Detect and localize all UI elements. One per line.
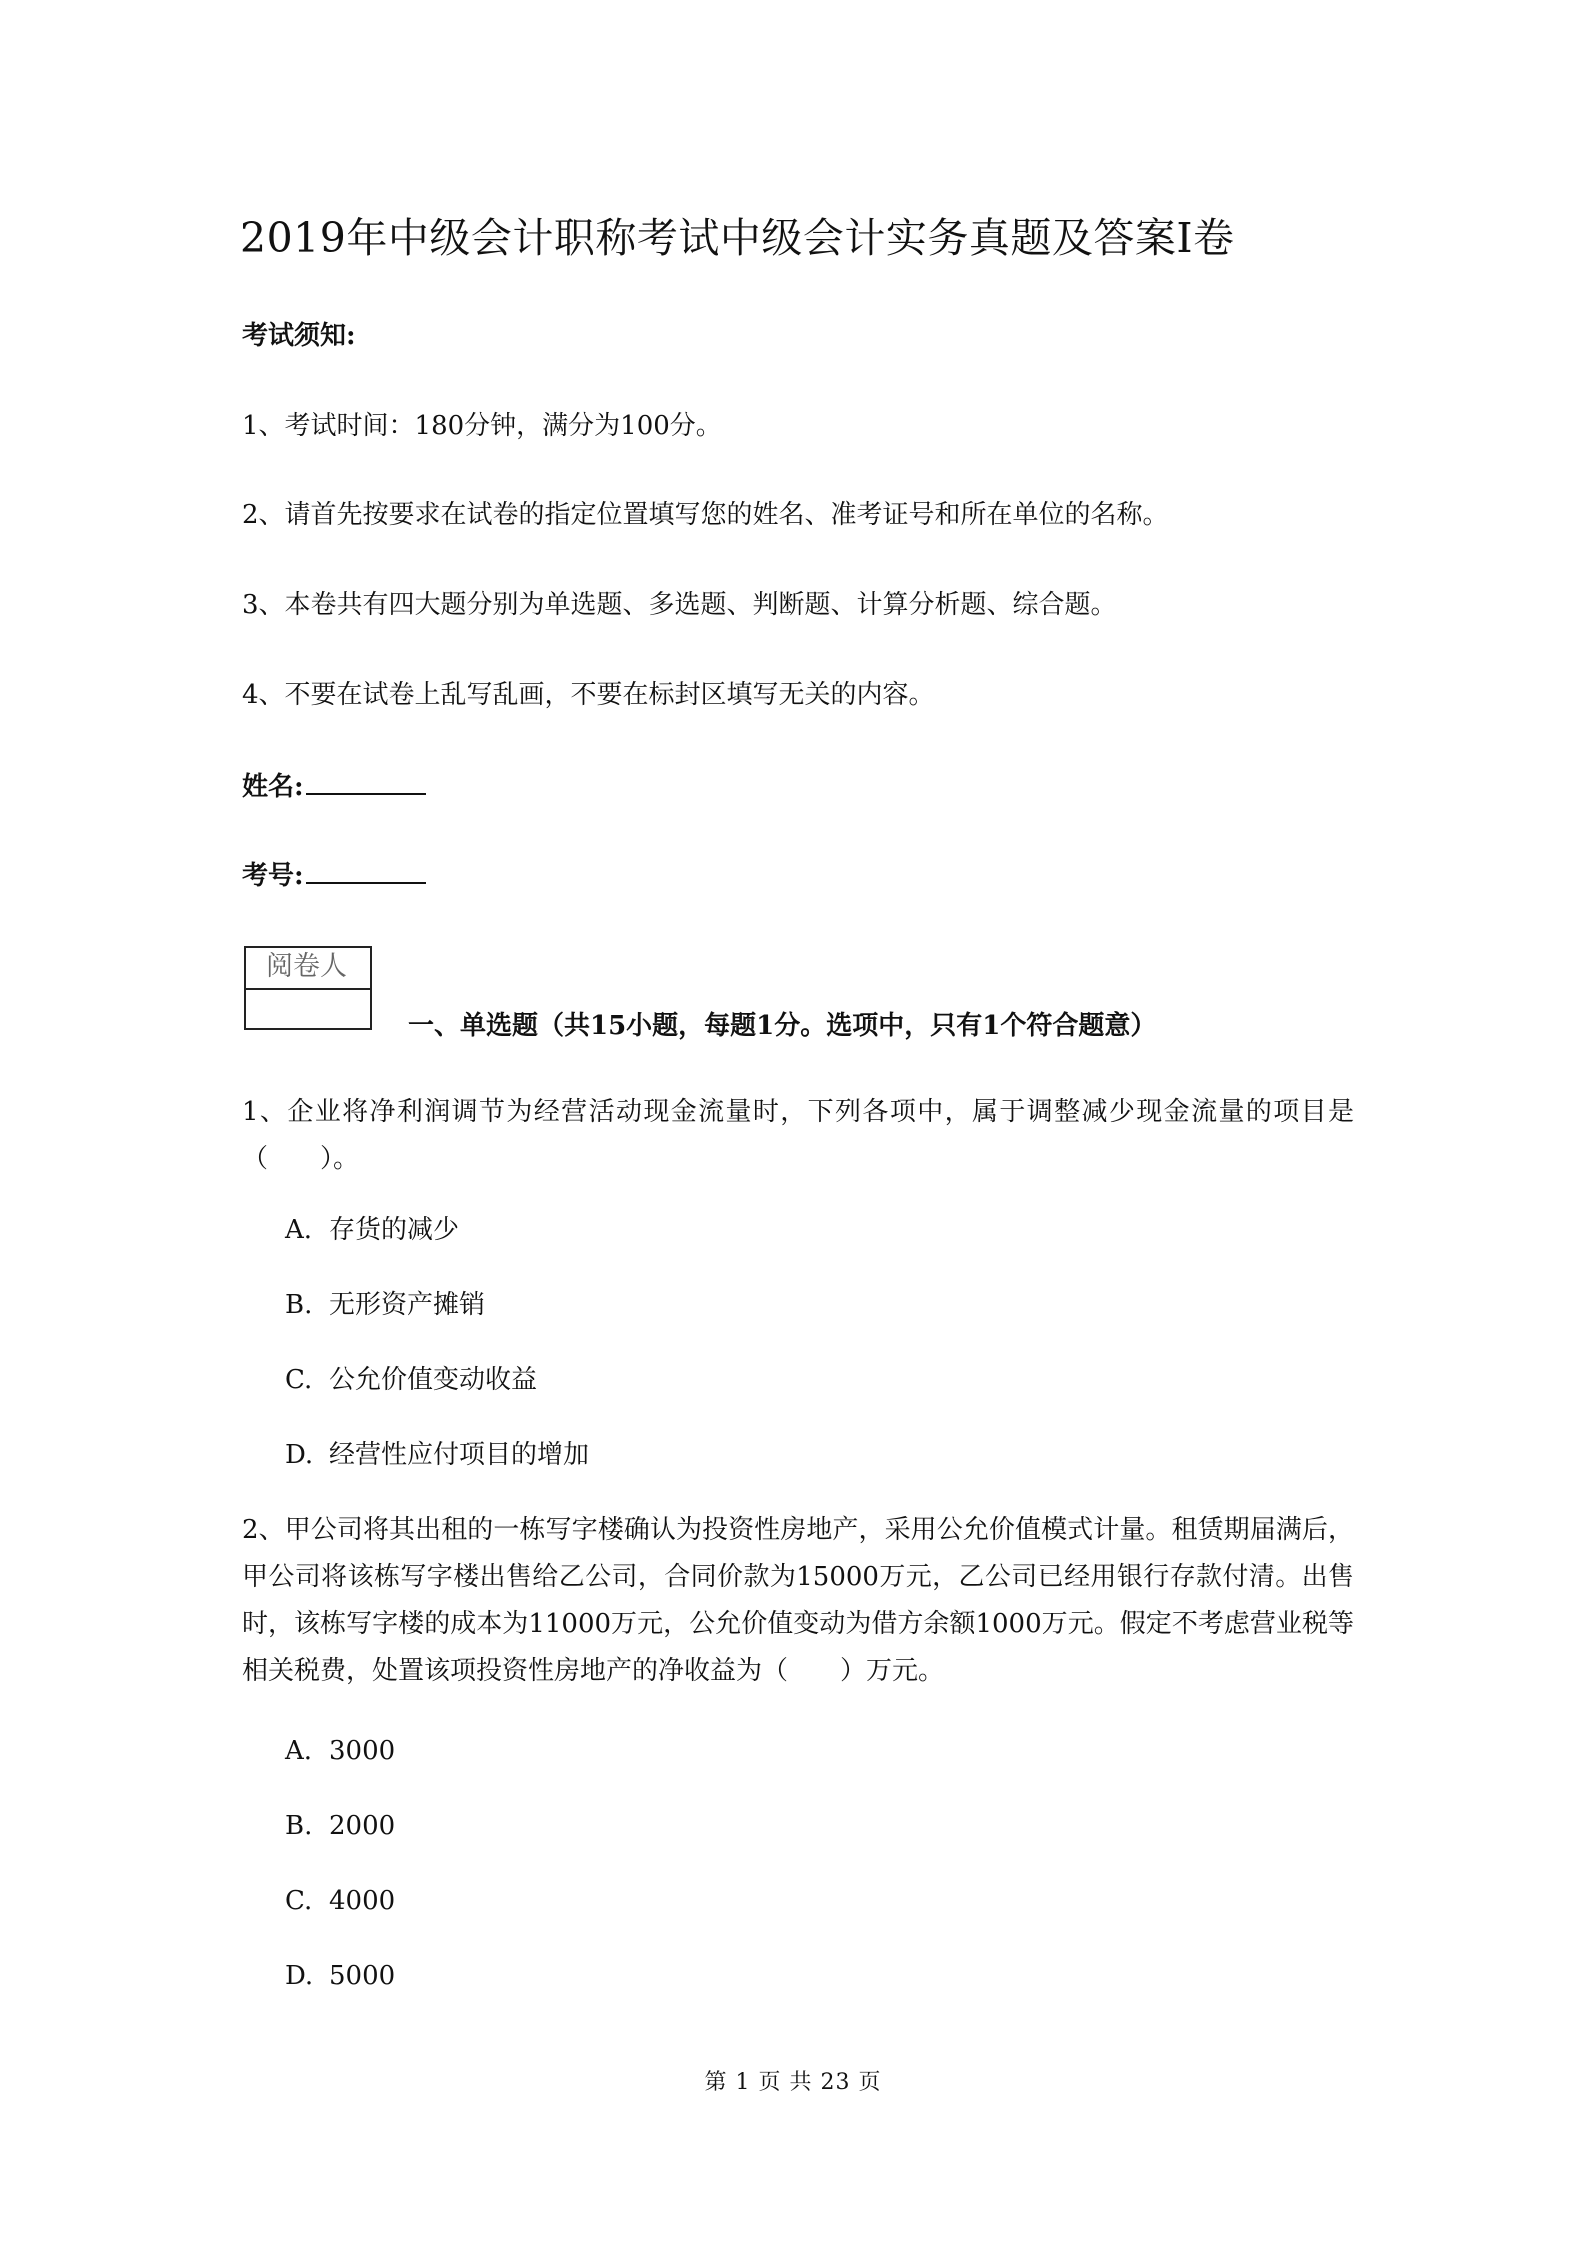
exam-number-field — [242, 854, 426, 896]
option-text: 无形资产摊销 — [329, 1290, 486, 1320]
grader-box — [244, 946, 372, 1030]
option-letter: A. — [285, 1215, 313, 1245]
option-letter: B. — [285, 1290, 313, 1320]
notice-item: 1、考试时间：180分钟，满分为100分。 — [242, 411, 722, 441]
exam-number-blank-line — [306, 854, 426, 884]
option-item — [285, 1285, 485, 1325]
option-text: 2000 — [329, 1811, 396, 1841]
notice-item: 4、不要在试卷上乱写乱画，不要在标封区填写无关的内容。 — [242, 680, 935, 710]
option-text: 经营性应付项目的增加 — [329, 1440, 590, 1470]
option-item — [285, 1881, 395, 1921]
option-letter: B. — [285, 1811, 313, 1841]
notice-item: 2、请首先按要求在试卷的指定位置填写您的姓名、准考证号和所在单位的名称。 — [242, 500, 1169, 530]
notice-heading: 考试须知: — [242, 321, 356, 351]
option-item — [285, 1360, 537, 1400]
option-letter: A. — [285, 1736, 313, 1766]
option-item — [285, 1806, 395, 1846]
page-footer: 第 1 页 共 23 页 — [704, 2070, 882, 2095]
option-item — [285, 1210, 459, 1250]
option-text: 存货的减少 — [329, 1215, 460, 1245]
option-item — [285, 1435, 589, 1475]
section-heading: 一、单选题（共15小题，每题1分。选项中，只有1个符合题意） — [408, 1011, 1157, 1041]
document-title: 2019年中级会计职称考试中级会计实务真题及答案I卷 — [240, 214, 1235, 262]
option-item — [285, 1731, 395, 1771]
name-field — [242, 765, 426, 807]
name-label: 姓名: — [242, 772, 304, 802]
notice-item: 3、本卷共有四大题分别为单选题、多选题、判断题、计算分析题、综合题。 — [242, 590, 1117, 620]
option-item — [285, 1956, 395, 1996]
option-text: 4000 — [329, 1886, 396, 1916]
question-text: 1、企业将净利润调节为经营活动现金流量时，下列各项中，属于调整减少现金流量的项目是（ ）。 — [242, 1097, 1354, 1174]
option-text: 5000 — [329, 1961, 396, 1991]
name-blank-line — [306, 765, 426, 795]
question-text: 2、甲公司将其出租的一栋写字楼确认为投资性房地产，采用公允价值模式计量。租赁期届满后，甲公司将该栋写字楼出售给乙公司，合同价款为15000万元，乙公司已经用银行存款付清。出售时，该栋写字楼的成本为11000万元，公允价值变动为借方余额1000万元。假定不考虑营业税等相关税费，处置该项投资性房地产的净收益为（ ）万元。 — [242, 1515, 1354, 1686]
grader-label: 阅卷人 — [246, 948, 370, 990]
option-text: 公允价值变动收益 — [329, 1365, 538, 1395]
exam-number-label: 考号: — [242, 861, 304, 891]
option-letter: D. — [285, 1440, 314, 1470]
option-text: 3000 — [329, 1736, 396, 1766]
option-letter: C. — [285, 1365, 313, 1395]
option-letter: C. — [285, 1886, 313, 1916]
option-letter: D. — [285, 1961, 314, 1991]
